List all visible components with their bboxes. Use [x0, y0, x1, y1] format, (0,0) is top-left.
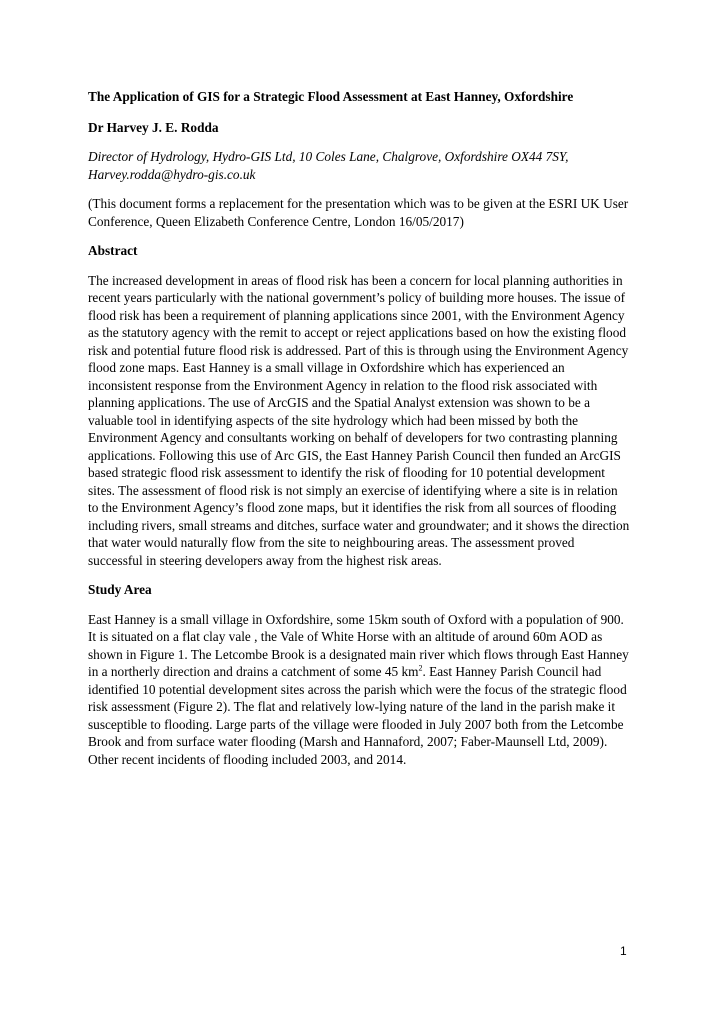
author-affiliation	[88, 148, 630, 183]
page-number: 1	[620, 944, 627, 958]
study-area-heading: Study Area	[88, 582, 152, 597]
affiliation-address: Director of Hydrology, Hydro-GIS Ltd, 10 Coles Lane, Chalgrove, Oxfordshire OX44 7SY,	[88, 149, 569, 164]
replacement-note: (This document forms a replacement for the presentation which was to be given at the ESRI UK User Conference, Queen Elizabeth Conference Centre, London 16/05/2017)	[88, 196, 629, 229]
paper-title: The Application of GIS for a Strategic Flood Assessment at East Hanney, Oxfordshire	[88, 89, 574, 104]
study-area-text-part1: East Hanney is a small village in Oxfordshire, some 15km south of Oxford with a population of 900. It is situated on a flat clay vale , the Vale of White Horse with an altitude of around 60m AOD as shown in Figure 1. The Letcombe Brook is a designated main river which flows through East Hanney in a northerly direction and drains a catchment of some 45 km	[88, 611, 629, 679]
author-name: Dr Harvey J. E. Rodda	[88, 119, 219, 135]
abstract-heading: Abstract	[88, 243, 138, 258]
study-area-text	[88, 611, 630, 769]
superscript-2: 2	[418, 663, 423, 673]
study-area-text-part2: . East Hanney Parish Council had identified 10 potential development sites across the parish which were the focus of the strategic flood risk assessment (Figure 2). The flat and relatively low-lying nature of the land in the parish make it susceptible to flooding. Large parts of the village were flooded in July 2007 both from the Letcombe Brook and from surface water flooding (Marsh and Hannaford, 2007; Faber-Maunsell Ltd, 2009). Other recent incidents of flooding included 2003, and 2014.	[88, 664, 627, 767]
page-content	[88, 88, 630, 780]
affiliation-email: Harvey.rodda@hydro-gis.co.uk	[88, 166, 256, 182]
abstract-text: The increased development in areas of flood risk has been a concern for local planning authorities in recent years particularly with the national government’s policy of building more houses. The issue of flood risk has been a requirement of planning applications since 2001, with the Environment Agency as the statutory agency with the remit to accept or reject applications based on how the existing flood risk and potential future flood risk is addressed. Part of this is through using the Environment Agency flood zone maps. East Hanney is a small village in Oxfordshire which has experienced an inconsistent response from the Environment Agency in relation to the flood risk associated with planning applications. The use of ArcGIS and the Spatial Analyst extension was shown to be a valuable tool in identifying aspects of the site hydrology which had been missed by both the Environment Agency and consultants working on behalf of developers for two contrasting planning applications. Following this use of Arc GIS, the East Hanney Parish Council then funded an ArcGIS based strategic flood risk assessment to identify the risk of flooding for 10 potential development sites. The assessment of flood risk is not simply an exercise of identifying where a site is in relation to the Environment Agency’s flood zone maps, but it identifies the risk from all sources of flooding including rivers, small streams and ditches, surface water and groundwater; and it shows the direction that water would naturally flow from the site to neighbouring areas. The assessment proved successful in steering developers away from the highest risk areas.	[88, 272, 630, 568]
